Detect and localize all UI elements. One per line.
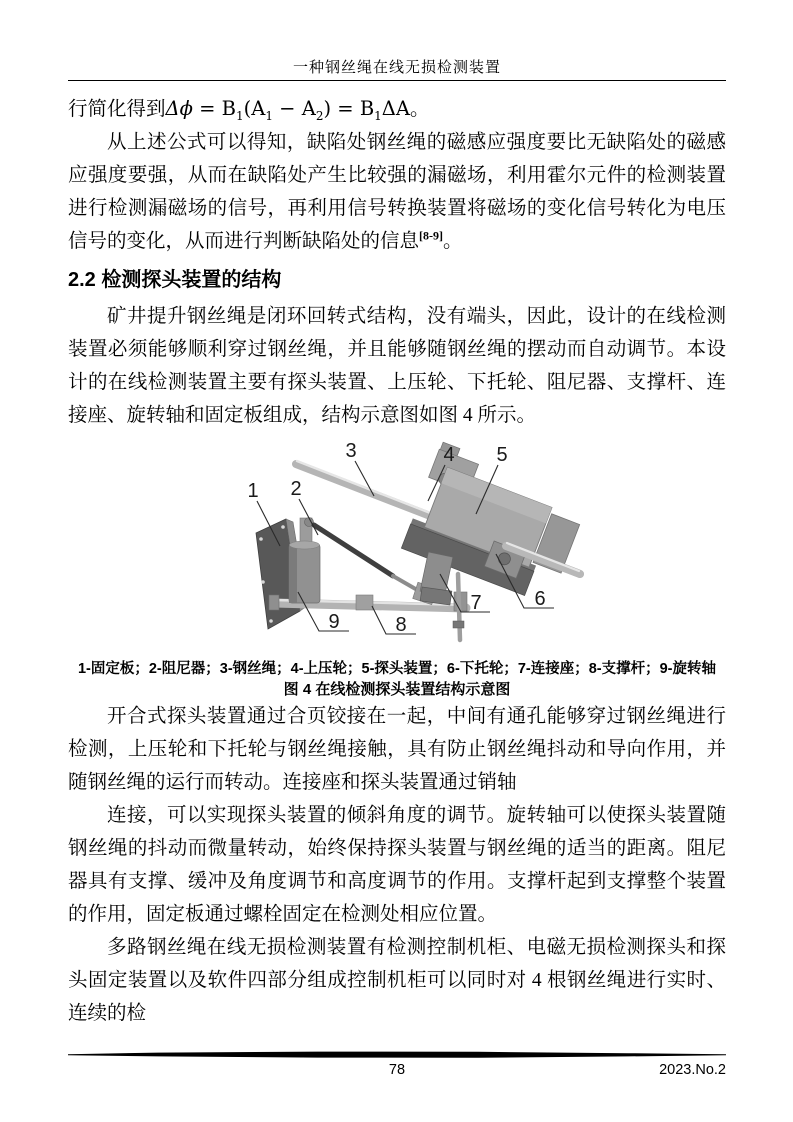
- header-rule: [68, 80, 726, 81]
- page-footer: [68, 1051, 726, 1078]
- footer-rule: [68, 1051, 726, 1059]
- callout-6: 6: [534, 588, 546, 610]
- paragraph-1-text: 从上述公式可以得知，缺陷处钢丝绳的磁感应强度要比无缺陷处的磁感应强度要强，从而在缺陷处产生比较强的漏磁场，利用霍尔元件的检测装置进行检测漏磁场的信号，再利用信号转换装置将磁场的变化信号转化为电压信号的变化，从而进行判断缺陷处的信息: [68, 132, 726, 252]
- issue-label: 2023.No.2: [659, 1062, 726, 1078]
- callout-2: 2: [290, 478, 302, 500]
- callout-7: 7: [470, 592, 482, 614]
- paragraph-1: [68, 126, 726, 258]
- callout-8: 8: [395, 614, 407, 636]
- formula-fullstop: 。: [409, 99, 430, 120]
- running-header-title: 一种钢丝绳在线无损检测装置: [292, 60, 501, 76]
- callout-5: 5: [496, 444, 508, 466]
- section-heading-2-2: 2.2 检测探头装置的结构: [68, 269, 282, 291]
- callout-3: 3: [345, 440, 357, 462]
- citation-ref: [8-9]: [419, 228, 444, 243]
- paragraph-3: 开合式探头装置通过合页铰接在一起，中间有通孔能够穿过钢丝绳进行检测，上压轮和下托轮与钢丝绳接触，具有防止钢丝绳抖动和导向作用，并随钢丝绳的运行而转动。连接座和探头装置通过销轴: [68, 706, 726, 793]
- figure-legend: 1-固定板；2-阻尼器；3-钢丝绳；4-上压轮；5-探头装置；6-下托轮；7-连接座；8-支撑杆；9-旋转轴: [77, 661, 717, 677]
- formula-prefix: 行简化得到: [68, 99, 166, 120]
- paragraph-2: 矿井提升钢丝绳是闭环回转式结构，没有端头，因此，设计的在线检测装置必须能够顺利穿过钢丝绳，并且能够随钢丝绳的摆动而自动调节。本设计的在线检测装置主要有探头装置、上压轮、下托轮、阻尼器、支撑杆、连接座、旋转轴和固定板组成，结构示意图如图 4 所示。: [68, 306, 726, 426]
- callout-1: 1: [247, 480, 259, 502]
- probe-device-diagram: [168, 434, 688, 659]
- formula-line: [68, 92, 726, 126]
- figure-caption: 图 4 在线检测探头装置结构示意图: [283, 681, 511, 698]
- formula-math: $\Delta\phi = B_1(A_1 - A_2) = B_1\Delta A$: [165, 97, 410, 123]
- callout-9: 9: [328, 611, 340, 633]
- paragraph-1-end: 。: [443, 231, 463, 252]
- paragraph-5: 多路钢丝绳在线无损检测装置有检测控制机柜、电磁无损检测探头和探头固定装置以及软件四部分组成控制机柜可以同时对 4 根钢丝绳进行实时、连续的检: [68, 937, 726, 1024]
- paragraph-4: 连接，可以实现探头装置的倾斜角度的调节。旋转轴可以使探头装置随钢丝绳的抖动而微量转动，始终保持探头装置与钢丝绳的适当的距离。阻尼器具有支撑、缓冲及角度调节和高度调节的作用。支撑杆起到支撑整个装置的作用，固定板通过螺栓固定在检测处相应位置。: [68, 805, 726, 925]
- footer-row: [68, 1062, 726, 1078]
- callout-4: 4: [443, 444, 455, 466]
- page-number: 78: [388, 1062, 406, 1078]
- figure-4: [68, 434, 726, 700]
